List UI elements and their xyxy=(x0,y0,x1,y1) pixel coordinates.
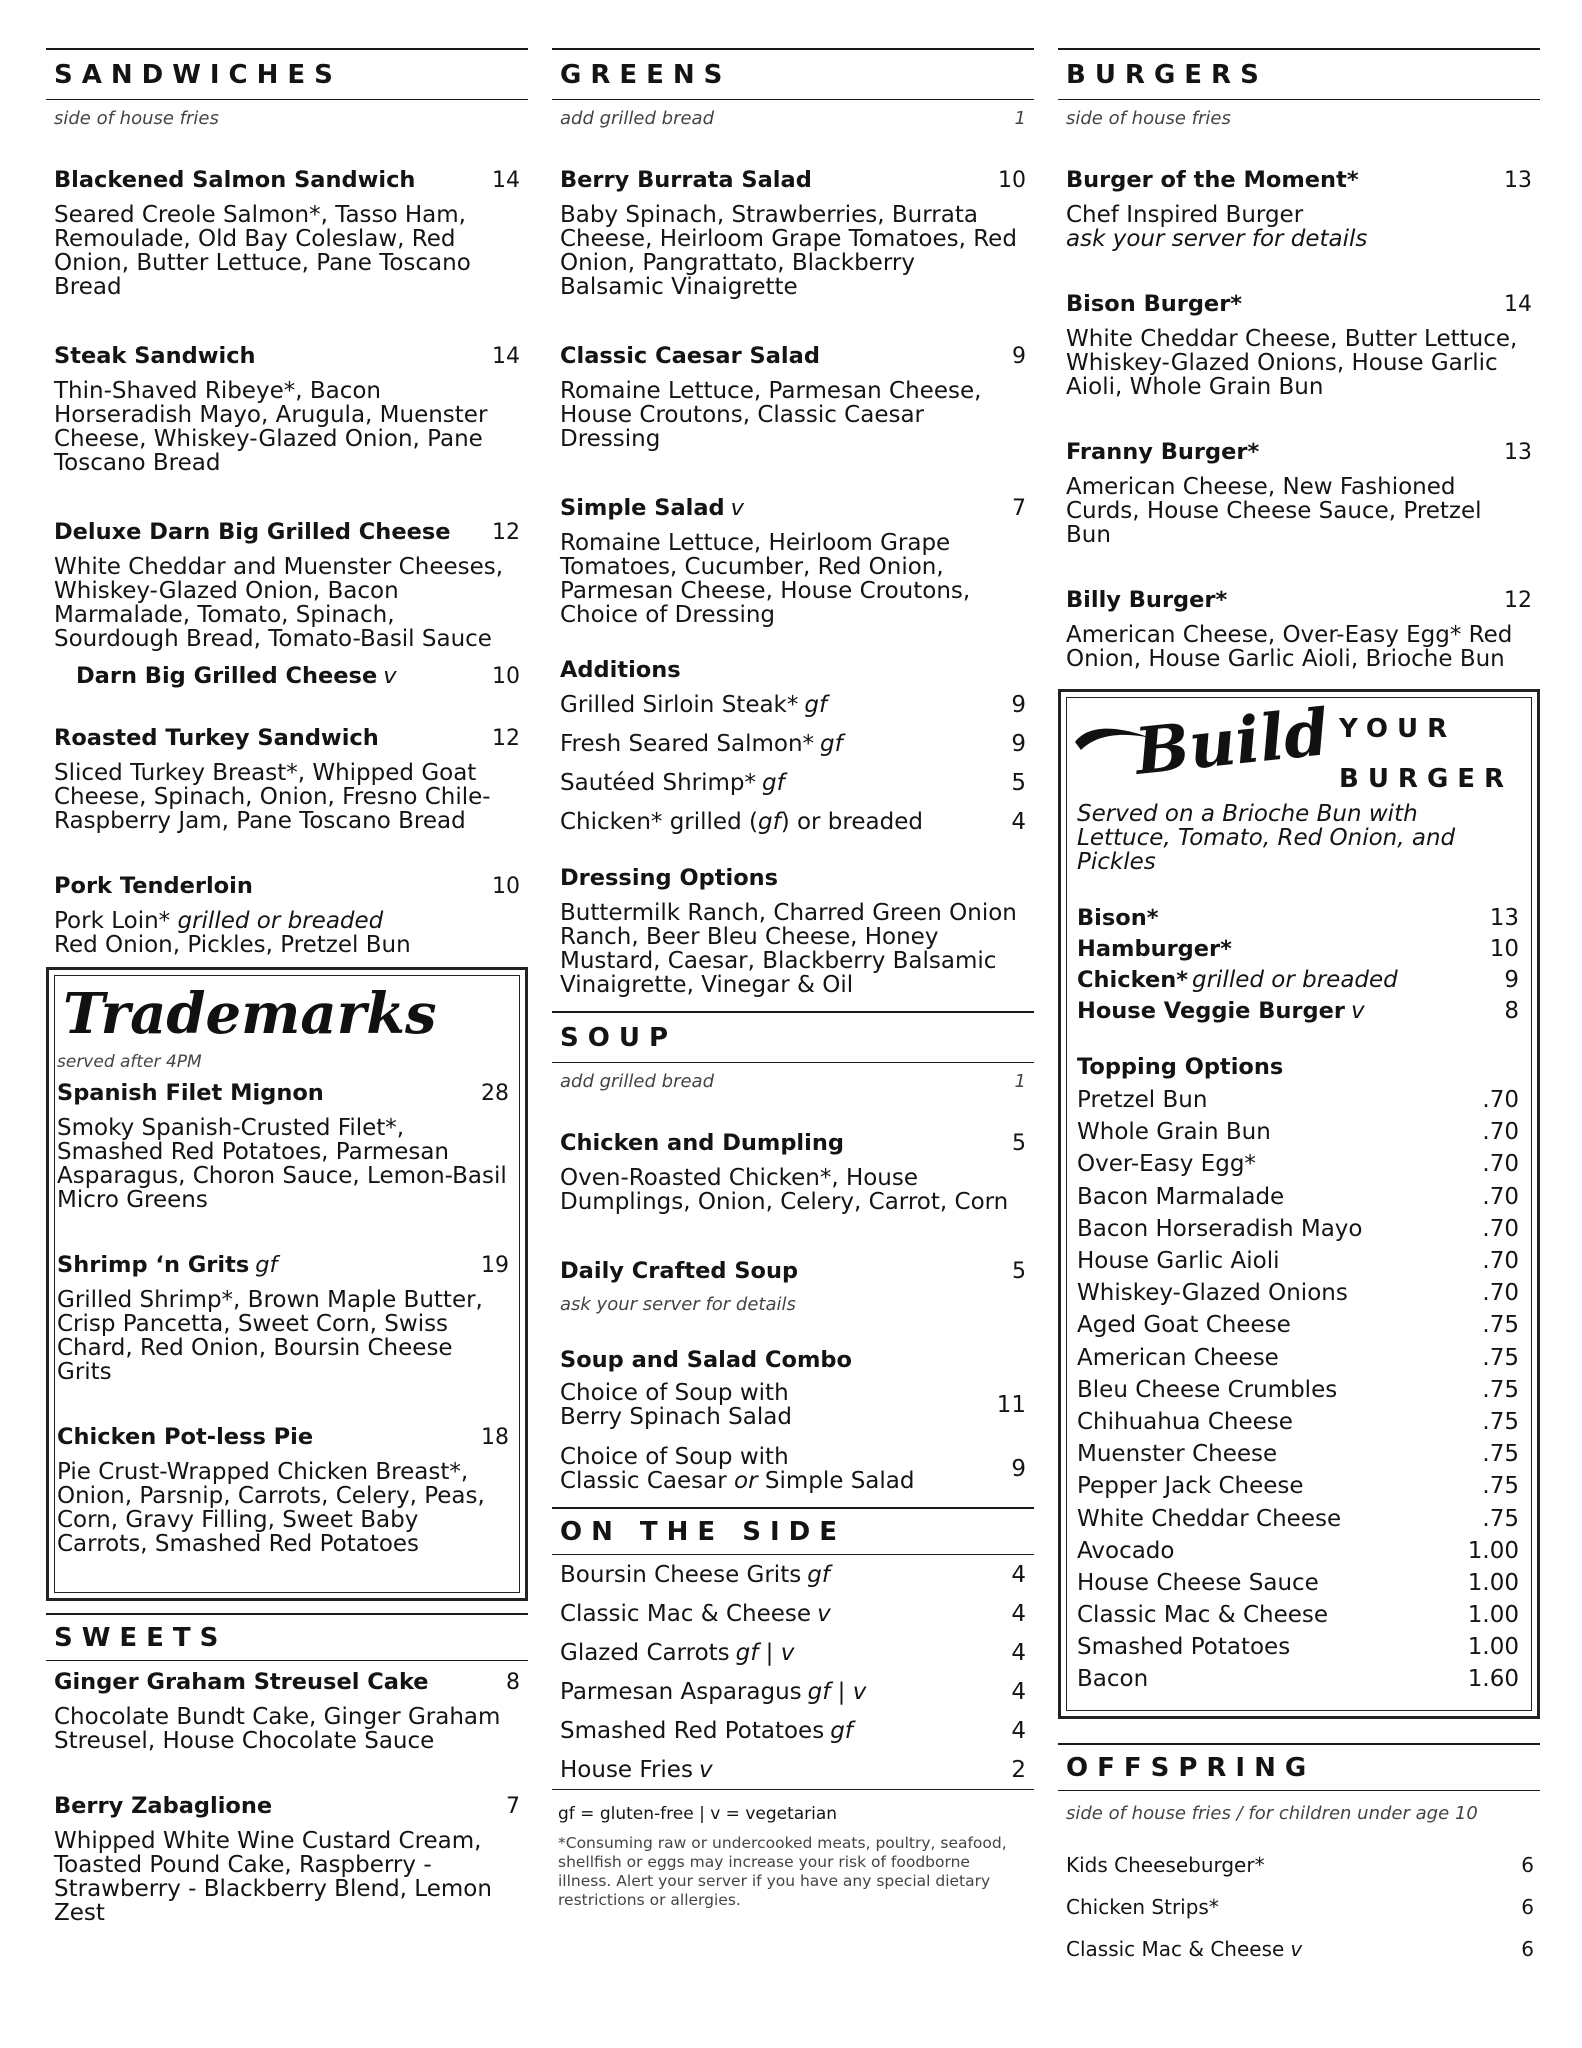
topping-price: .70 xyxy=(1482,1248,1519,1275)
trademarks-box xyxy=(46,967,528,1601)
menu-item: Ginger Graham Streusel Cake 8 Chocolate Bundt Cake, Ginger Graham Streusel, House Chocolate Sauce xyxy=(54,1669,520,1754)
topping-price: .70 xyxy=(1482,1087,1519,1114)
topping-row xyxy=(1077,1567,1519,1599)
menu-item: Simple Salad v 7 Romaine Lettuce, Heirloom Grape Tomatoes, Cucumber, Red Onion, Parmesan Cheese, House Croutons, Choice of Dressing xyxy=(560,495,1026,628)
topping-price: .70 xyxy=(1482,1119,1519,1146)
menu-item: Pork Tenderloin 10 Pork Loin* grilled or breaded Red Onion, Pickles, Pretzel Bun xyxy=(54,873,520,958)
right-column xyxy=(1058,48,1540,1970)
topping-row xyxy=(1077,1181,1519,1213)
topping-row xyxy=(1077,1342,1519,1374)
combo-title: Soup and Salad Combo xyxy=(560,1347,852,1373)
topping-row xyxy=(1077,1631,1519,1663)
menu-item: Roasted Turkey Sandwich 12 Sliced Turkey Breast*, Whipped Goat Cheese, Spinach, Onion, Fresno Chile-Raspberry Jam, Pane Toscano Bread xyxy=(54,725,520,834)
topping-price: .75 xyxy=(1482,1408,1519,1435)
build-your-burger-box xyxy=(1058,689,1540,1719)
menu-item: Blackened Salmon Sandwich 14 Seared Creole Salmon*, Tasso Ham, Remoulade, Old Bay Coleslaw, Red Onion, Butter Lettuce, Pane Toscano Bread xyxy=(54,167,520,300)
allergy-warning: *Consuming raw or undercooked meats, poultry, seafood, shellfish or eggs may increase your risk of foodborne illness. Alert your server if you have any special dietary restrictions or allergies. xyxy=(558,1834,1007,1909)
dressing-title: Dressing Options xyxy=(560,865,779,891)
base-row: Bison* 13 xyxy=(1077,904,1519,931)
topping-name: Whiskey-Glazed Onions xyxy=(1077,1280,1348,1307)
build-title xyxy=(1077,695,1519,802)
topping-name: House Garlic Aioli xyxy=(1077,1248,1280,1275)
menu-item: Deluxe Darn Big Grilled Cheese 12 White Cheddar and Muenster Cheeses, Whiskey-Glazed Onion, Bacon Marmalade, Tomato, Spinach, Sourdough Bread, Tomato-Basil Sauce xyxy=(54,519,520,652)
topping-row xyxy=(1077,1148,1519,1180)
topping-row xyxy=(1077,1116,1519,1148)
topping-name: Avocado xyxy=(1077,1537,1175,1564)
topping-price: 1.00 xyxy=(1467,1537,1519,1564)
topping-price: .75 xyxy=(1482,1473,1519,1500)
addition-row: Sautéed Shrimp* gf 5 xyxy=(560,769,1026,796)
soup-header: SOUP xyxy=(552,1011,1034,1063)
topping-row xyxy=(1077,1438,1519,1470)
topping-name: Pretzel Bun xyxy=(1077,1087,1208,1114)
addition-row: Chicken* grilled (gf) or breaded 4 xyxy=(560,808,1026,835)
build-script: Build xyxy=(1131,695,1333,790)
left-column xyxy=(46,48,528,1925)
topping-name: Whole Grain Bun xyxy=(1077,1119,1271,1146)
sweets-header: SWEETS xyxy=(46,1613,528,1661)
topping-price: .75 xyxy=(1482,1505,1519,1532)
menu-item: Chicken Pot-less Pie 18 Pie Crust-Wrapped Chicken Breast*, Onion, Parsnip, Carrots, Celery, Peas, Corn, Gravy Filling, Sweet Baby Carrots, Smashed Red Potatoes xyxy=(57,1424,509,1557)
menu-item: Bison Burger* 14 White Cheddar Cheese, Butter Lettuce, Whiskey-Glazed Onions, House Garlic Aioli, Whole Grain Bun xyxy=(1066,291,1532,400)
topping-price: .70 xyxy=(1482,1151,1519,1178)
topping-price: 1.60 xyxy=(1467,1666,1519,1693)
greens-note: add grilled bread 1 xyxy=(560,108,1026,129)
topping-price: 1.00 xyxy=(1467,1634,1519,1661)
side-row: Classic Mac & Cheese v 4 xyxy=(560,1600,1026,1627)
topping-name: House Cheese Sauce xyxy=(1077,1569,1319,1596)
topping-name: Pepper Jack Cheese xyxy=(1077,1473,1304,1500)
topping-price: .75 xyxy=(1482,1312,1519,1339)
menu-sub-item: Darn Big Grilled Cheese v 10 xyxy=(76,663,520,689)
menu-item: Berry Zabaglione 7 Whipped White Wine Custard Cream, Toasted Pound Cake, Raspberry - Strawberry - Blackberry Blend, Lemon Zest xyxy=(54,1793,520,1926)
topping-name: Muenster Cheese xyxy=(1077,1441,1278,1468)
menu-item: Steak Sandwich 14 Thin-Shaved Ribeye*, Bacon Horseradish Mayo, Arugula, Muenster Cheese, Whiskey-Glazed Onion, Pane Toscano Bread xyxy=(54,343,520,476)
menu-item: Classic Caesar Salad 9 Romaine Lettuce, Parmesan Cheese, House Croutons, Classic Caesar Dressing xyxy=(560,343,1026,452)
sides-list xyxy=(552,1555,1034,1790)
legend: gf = gluten-free | v = vegetarian xyxy=(558,1804,838,1824)
topping-name: Smashed Potatoes xyxy=(1077,1634,1291,1661)
menu-item: Franny Burger* 13 American Cheese, New Fashioned Curds, House Cheese Sauce, Pretzel Bun xyxy=(1066,439,1532,548)
on-the-side-header: ON THE SIDE xyxy=(552,1507,1034,1555)
topping-price: .75 xyxy=(1482,1376,1519,1403)
additions-title: Additions xyxy=(560,657,681,683)
menu-item: Shrimp ‘n Grits gf 19 Grilled Shrimp*, Brown Maple Butter, Crisp Pancetta, Sweet Corn, Swiss Chard, Red Onion, Boursin Cheese Grits xyxy=(57,1252,509,1385)
side-row: Boursin Cheese Grits gf 4 xyxy=(560,1561,1026,1588)
side-row: Smashed Red Potatoes gf 4 xyxy=(560,1717,1026,1744)
build-burger: BURGER xyxy=(1339,764,1514,794)
toppings-title: Topping Options xyxy=(1077,1054,1284,1080)
trademarks-title: Trademarks xyxy=(63,981,437,1047)
menu-item: Daily Crafted Soup 5 ask your server for details xyxy=(560,1258,1026,1315)
side-row: Parmesan Asparagus gf | v 4 xyxy=(560,1678,1026,1705)
topping-row xyxy=(1077,1309,1519,1341)
topping-row xyxy=(1077,1406,1519,1438)
menu-item: Berry Burrata Salad 10 Baby Spinach, Strawberries, Burrata Cheese, Heirloom Grape Tomatoes, Red Onion, Pangrattato, Blackberry Balsamic Vinaigrette xyxy=(560,167,1026,300)
addition-row: Grilled Sirloin Steak* gf 9 xyxy=(560,691,1026,718)
topping-row xyxy=(1077,1213,1519,1245)
trademarks-note: served after 4PM xyxy=(57,1052,202,1072)
burger-bases xyxy=(1077,902,1519,1026)
topping-price: .70 xyxy=(1482,1280,1519,1307)
kids-row: Kids Cheeseburger* 6 xyxy=(1066,1853,1534,1877)
burgers-header: BURGERS xyxy=(1058,48,1540,100)
offspring-note: side of house fries / for children under age 10 xyxy=(1066,1803,1478,1824)
topping-row xyxy=(1077,1535,1519,1567)
base-row: Hamburger* 10 xyxy=(1077,935,1519,962)
side-row: House Fries v 2 xyxy=(560,1756,1026,1783)
menu-item: Chicken and Dumpling 5 Oven-Roasted Chicken*, House Dumplings, Onion, Celery, Carrot, Corn xyxy=(560,1130,1026,1215)
topping-price: 1.00 xyxy=(1467,1602,1519,1629)
build-your: YOUR xyxy=(1339,714,1457,744)
base-row: Chicken* grilled or breaded 9 xyxy=(1077,966,1519,993)
combo-row: Choice of Soup with Berry Spinach Salad 11 xyxy=(560,1380,1026,1430)
middle-column xyxy=(552,48,1034,1910)
kids-row: Chicken Strips* 6 xyxy=(1066,1895,1534,1919)
menu-item: Burger of the Moment* 13 Chef Inspired Burger ask your server for details xyxy=(1066,167,1532,252)
burgers-note: side of house fries xyxy=(1066,108,1231,129)
topping-row xyxy=(1077,1245,1519,1277)
topping-name: White Cheddar Cheese xyxy=(1077,1505,1342,1532)
topping-row xyxy=(1077,1084,1519,1116)
offspring-header: OFFSPRING xyxy=(1058,1743,1540,1791)
combo-row: Choice of Soup with Classic Caesar or Simple Salad 9 xyxy=(560,1444,1026,1494)
topping-price: .70 xyxy=(1482,1215,1519,1242)
topping-name: Over-Easy Egg* xyxy=(1077,1151,1256,1178)
side-row: Glazed Carrots gf | v 4 xyxy=(560,1639,1026,1666)
topping-row xyxy=(1077,1470,1519,1502)
topping-price: .75 xyxy=(1482,1441,1519,1468)
topping-price: .75 xyxy=(1482,1344,1519,1371)
topping-row xyxy=(1077,1599,1519,1631)
topping-name: Bacon xyxy=(1077,1666,1149,1693)
menu-item: Billy Burger* 12 American Cheese, Over-Easy Egg* Red Onion, House Garlic Aioli, Brioche Bun xyxy=(1066,587,1532,672)
sandwiches-note: side of house fries xyxy=(54,108,219,129)
topping-row xyxy=(1077,1663,1519,1695)
greens-header: GREENS xyxy=(552,48,1034,100)
base-row: House Veggie Burger v 8 xyxy=(1077,997,1519,1024)
topping-row xyxy=(1077,1502,1519,1534)
kids-list xyxy=(1058,1844,1540,1970)
dressing-desc: Buttermilk Ranch, Charred Green Onion Ranch, Beer Bleu Cheese, Honey Mustard, Caesar, Blackberry Balsamic Vinaigrette, Vinegar & Oil xyxy=(560,900,1017,998)
topping-name: Classic Mac & Cheese xyxy=(1077,1602,1329,1629)
topping-row xyxy=(1077,1374,1519,1406)
kids-row: Classic Mac & Cheese v 6 xyxy=(1066,1937,1534,1961)
topping-name: Aged Goat Cheese xyxy=(1077,1312,1291,1339)
topping-name: Bleu Cheese Crumbles xyxy=(1077,1376,1338,1403)
topping-name: Bacon Marmalade xyxy=(1077,1183,1285,1210)
topping-name: Bacon Horseradish Mayo xyxy=(1077,1215,1363,1242)
sandwiches-header: SANDWICHES xyxy=(46,48,528,100)
menu-item: Spanish Filet Mignon 28 Smoky Spanish-Crusted Filet*, Smashed Red Potatoes, Parmesan Asparagus, Choron Sauce, Lemon-Basil Micro Greens xyxy=(57,1080,509,1213)
addition-row: Fresh Seared Salmon* gf 9 xyxy=(560,730,1026,757)
toppings-list xyxy=(1077,1084,1519,1696)
topping-row xyxy=(1077,1277,1519,1309)
topping-price: .70 xyxy=(1482,1183,1519,1210)
soup-note: add grilled bread 1 xyxy=(560,1071,1026,1092)
topping-price: 1.00 xyxy=(1467,1569,1519,1596)
build-note: Served on a Brioche Bun with Lettuce, Tomato, Red Onion, and Pickles xyxy=(1077,801,1456,875)
topping-name: American Cheese xyxy=(1077,1344,1279,1371)
topping-name: Chihuahua Cheese xyxy=(1077,1408,1293,1435)
